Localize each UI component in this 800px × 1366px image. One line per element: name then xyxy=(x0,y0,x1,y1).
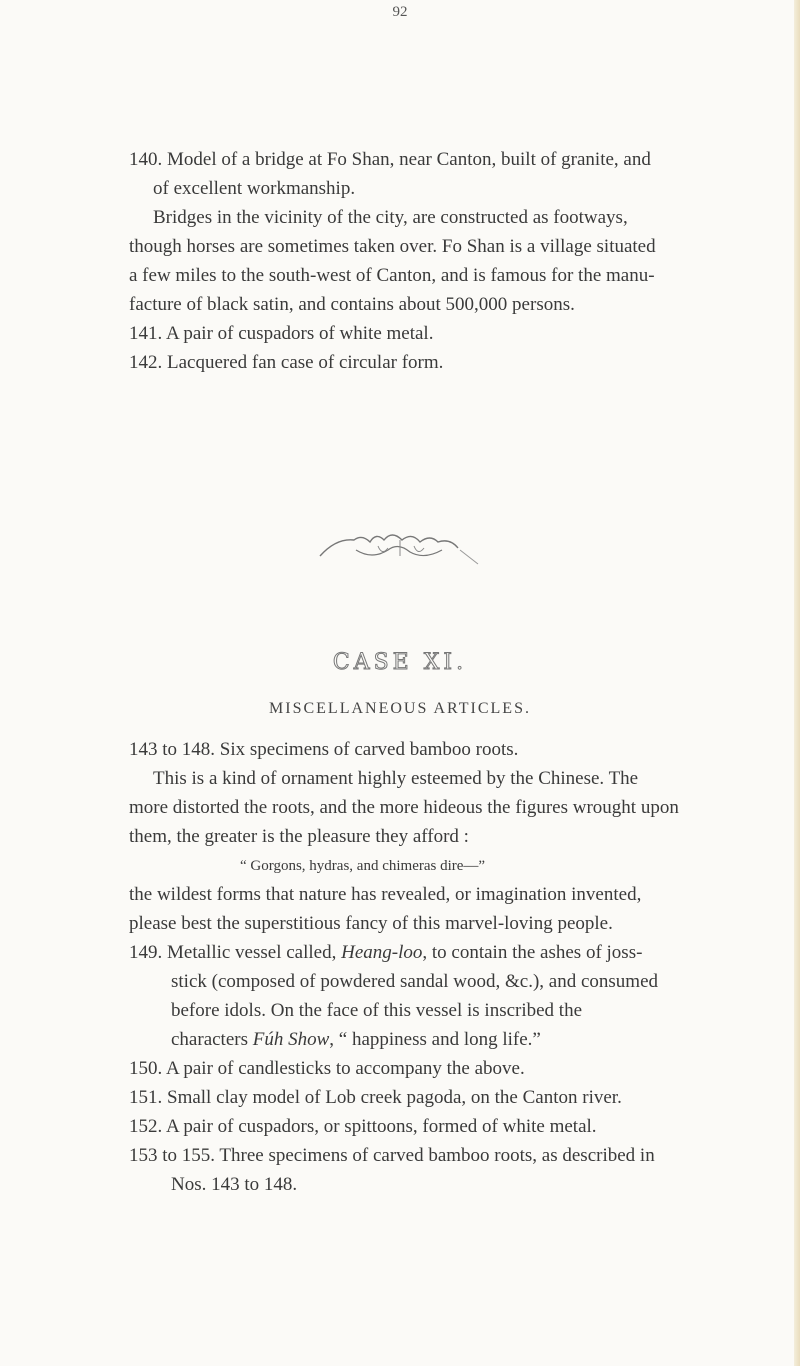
paragraph-bamboo-line-4: the wildest forms that nature has revealed, or imagination invented, xyxy=(129,884,642,905)
paragraph-bridges-line-2: though horses are sometimes taken over. Fo Shan is a village situated xyxy=(129,236,656,257)
entry-153-155-line-2: Nos. 143 to 148. xyxy=(171,1174,298,1195)
entry-153-155: 153 to 155. Three specimens of carved bamboo roots, as described in xyxy=(129,1145,655,1166)
entry-140: 140. Model of a bridge at Fo Shan, near Canton, built of granite, and xyxy=(129,149,651,170)
paragraph-bamboo-line-2: more distorted the roots, and the more hideous the figures wrought upon xyxy=(129,797,679,818)
entry-152: 152. A pair of cuspadors, or spittoons, formed of white metal. xyxy=(129,1116,597,1137)
entry-140-continuation: of excellent workmanship. xyxy=(153,178,356,199)
entry-142: 142. Lacquered fan case of circular form. xyxy=(129,352,444,373)
entry-141: 141. A pair of cuspadors of white metal. xyxy=(129,323,434,344)
entry-149-line-3: before idols. On the face of this vessel is inscribed the xyxy=(171,1000,583,1021)
entry-149-line-4 xyxy=(171,1026,541,1054)
fuh-show-term: Fúh Show xyxy=(252,1029,330,1050)
section-heading: MISCELLANEOUS ARTICLES. xyxy=(269,700,531,717)
case-title: CASE XI. xyxy=(332,650,468,675)
quotation: “ Gorgons, hydras, and chimeras dire—” xyxy=(240,858,486,874)
entry-149-text-b: , to contain the ashes of joss- xyxy=(422,942,643,963)
entry-151: 151. Small clay model of Lob creek pagoda, on the Canton river. xyxy=(129,1087,622,1108)
entry-149-text-a: 149. Metallic vessel called, xyxy=(129,942,342,963)
entry-150: 150. A pair of candlesticks to accompany the above. xyxy=(129,1058,525,1079)
heang-loo-term: Heang-loo xyxy=(341,942,423,963)
entry-149 xyxy=(129,939,642,967)
paragraph-bamboo-line-1: This is a kind of ornament highly esteemed by the Chinese. The xyxy=(153,768,639,789)
entry-143-148: 143 to 148. Six specimens of carved bamboo roots. xyxy=(129,739,519,760)
entry-149-line-2: stick (composed of powdered sandal wood, &c.), and consumed xyxy=(171,971,659,992)
entry-149-text-c: characters xyxy=(171,1029,253,1050)
paragraph-bridges-line-3: a few miles to the south-west of Canton, and is famous for the manu- xyxy=(129,265,655,286)
paragraph-bamboo-line-5: please best the superstitious fancy of this marvel-loving people. xyxy=(129,913,613,934)
entry-149-text-d: , “ happiness and long life.” xyxy=(329,1029,541,1050)
page-number: 92 xyxy=(392,4,408,20)
page-edge xyxy=(794,0,800,1366)
printers-ornament-icon xyxy=(318,520,488,580)
paragraph-bamboo-line-3: them, the greater is the pleasure they afford : xyxy=(129,826,469,847)
paragraph-bridges-line-4: facture of black satin, and contains about 500,000 persons. xyxy=(129,294,575,315)
paragraph-bridges-line-1: Bridges in the vicinity of the city, are constructed as footways, xyxy=(153,207,628,228)
